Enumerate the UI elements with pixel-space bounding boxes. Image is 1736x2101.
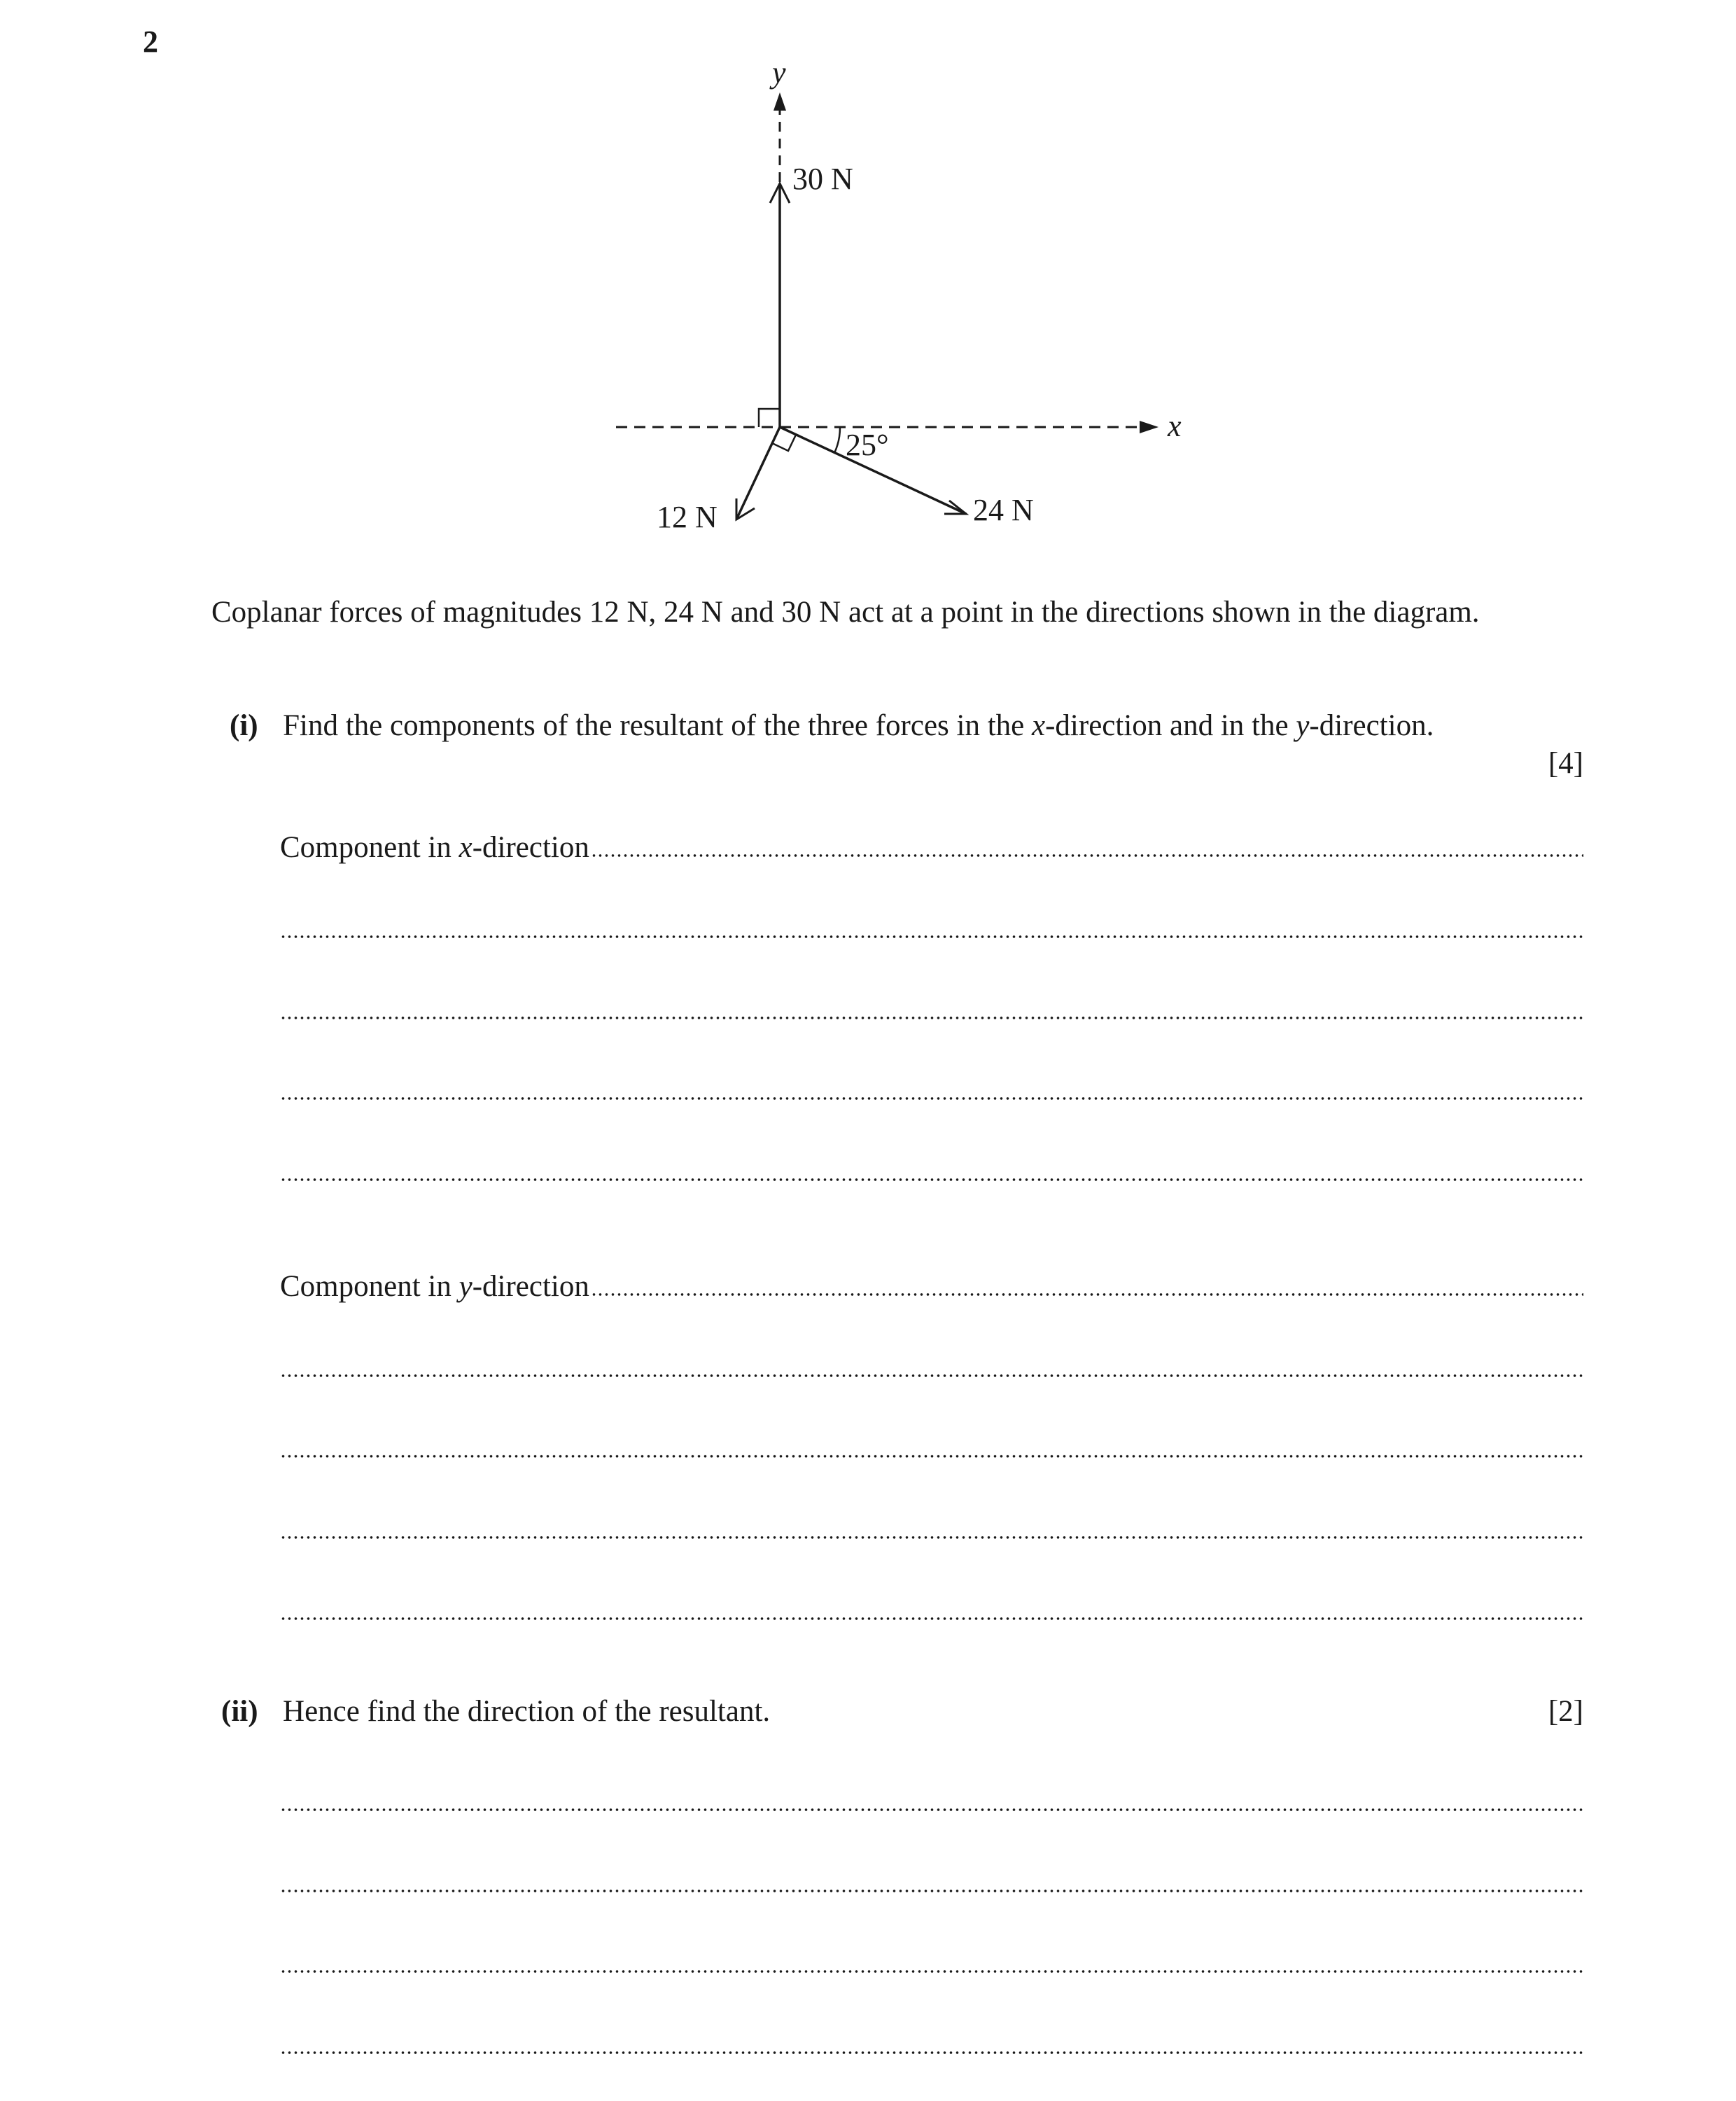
answer-line[interactable] (280, 1535, 1583, 1540)
force-24n-label: 24 N (973, 493, 1034, 527)
part-i-y-var: y (1296, 709, 1310, 742)
part-ii-text: Hence find the direction of the resultant. (283, 1695, 771, 1728)
part-ii-label: (ii) (221, 1695, 258, 1728)
right-angle-marker-upper (759, 409, 780, 427)
y-axis-label: y (772, 55, 786, 90)
part-ii-marks: [2] (1548, 1695, 1583, 1728)
part-i-text-3: -direction. (1309, 709, 1434, 742)
answer-line[interactable] (280, 1178, 1583, 1182)
part-i-label: (i) (230, 709, 258, 742)
y-component-answer-row[interactable] (280, 1269, 1583, 1304)
answer-line[interactable] (280, 1096, 1583, 1101)
x-component-answer-row[interactable] (280, 830, 1583, 865)
page-number: 2 (143, 25, 158, 59)
force-12n-label: 12 N (657, 500, 718, 534)
intro-paragraph: Coplanar forces of magnitudes 12 N, 24 N and 30 N act at a point in the directions shown in the diagram. (211, 596, 1480, 629)
x-axis-arrowhead (1140, 421, 1158, 433)
force-diagram (602, 49, 1190, 553)
answer-dotted-line (591, 1292, 1583, 1297)
answer-line[interactable] (280, 1889, 1583, 1893)
part-ii-question (221, 1694, 1341, 1729)
part-i-marks: [4] (1548, 747, 1583, 780)
part-i-question (230, 709, 1583, 743)
y-component-label: Component in y-direction (280, 1270, 589, 1303)
y-axis-arrowhead (774, 92, 786, 111)
answer-dotted-line (591, 853, 1583, 858)
answer-line[interactable] (280, 2051, 1583, 2055)
part-i-text-2: -direction and in the (1045, 709, 1296, 742)
angle-label: 25° (846, 428, 889, 462)
force-30n-label: 30 N (792, 162, 853, 196)
answer-line[interactable] (280, 1969, 1583, 1974)
answer-line[interactable] (280, 1808, 1583, 1812)
part-i-text-1: Find the components of the resultant of the three forces in the (283, 709, 1032, 742)
part-i-x-var: x (1032, 709, 1046, 742)
angle-arc (834, 427, 840, 453)
answer-line[interactable] (280, 1454, 1583, 1458)
answer-line[interactable] (280, 1617, 1583, 1621)
answer-line[interactable] (280, 1374, 1583, 1378)
answer-line[interactable] (280, 935, 1583, 939)
x-axis-label: x (1168, 409, 1182, 443)
x-component-label: Component in x-direction (280, 831, 589, 864)
answer-line[interactable] (280, 1016, 1583, 1020)
force-24n-arrowhead (944, 501, 966, 514)
force-12n-line (736, 427, 780, 519)
